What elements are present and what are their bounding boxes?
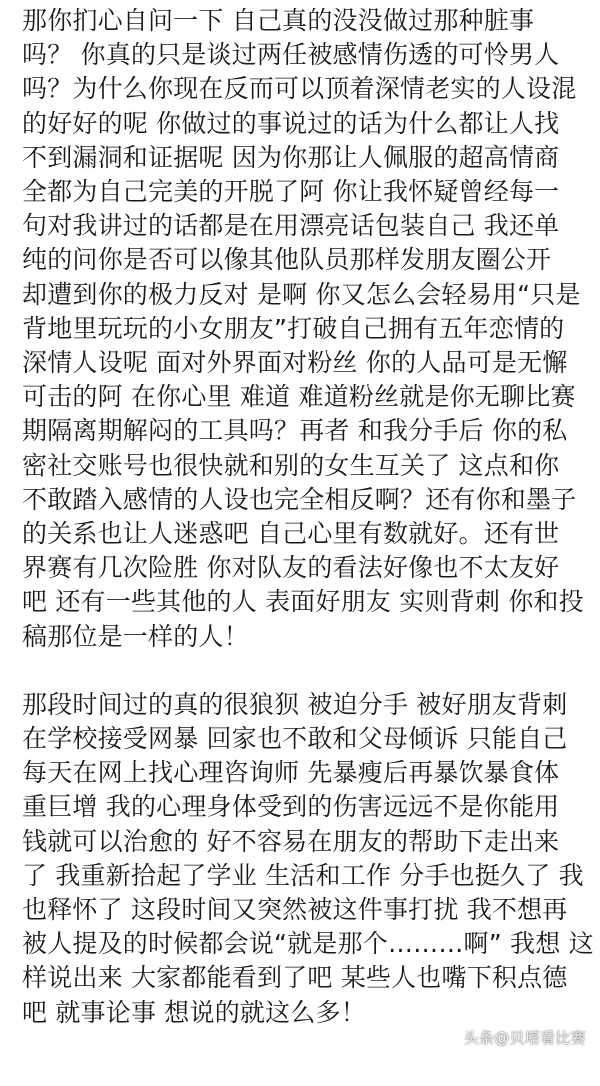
text-line: 稿那位是一样的人！ — [22, 621, 249, 651]
text-line: 吧 就事论事 想说的就这么多！ — [22, 997, 366, 1027]
text-line: 纯的问你是否可以像其他队员那样发朋友圈公开 — [22, 245, 552, 275]
text-line: 密社交账号也很快就和别的女生互关了 这点和你 — [22, 450, 560, 480]
paragraph-gap — [22, 654, 594, 688]
text-line: 的好好的呢 你做过的事说过的话为什么都让人找 — [22, 108, 560, 138]
source-watermark: 头条@贝塔看比赛 — [463, 1029, 586, 1047]
text-line: 被人提及的时候都会说“就是那个………啊” 我想 这 — [22, 929, 594, 959]
text-line: 深情人设呢 面对外界面对粉丝 你的人品可是无懈 — [22, 348, 568, 378]
text-line: 吗？为什么你现在反而可以顶着深情老实的人设混 — [22, 74, 577, 104]
paragraph-2 — [22, 688, 594, 1030]
text-line: 界赛有几次险胜 你对队友的看法好像也不太友好 — [22, 553, 560, 583]
text-line: 背地里玩玩的小女朋友”打破自己拥有五年恋情的 — [22, 313, 565, 343]
text-line: 全都为自己完美的开脱了阿 你让我怀疑曾经每一 — [22, 177, 560, 207]
text-line: 重巨增 我的心理身体受到的伤害远远不是你能用 — [22, 792, 560, 822]
text-line: 样说出来 大家都能看到了吧 某些人也嘴下积点德 — [22, 963, 568, 993]
text-line: 句对我讲过的话都是在用漂亮话包装自己 我还单 — [22, 211, 560, 241]
text-line: 那段时间过的真的很狼狈 被迫分手 被好朋友背刺 — [22, 689, 568, 719]
text-line: 不敢踏入感情的人设也完全相反啊？还有你和墨子 — [22, 484, 577, 514]
text-line: 也释怀了 这段时间又突然被这件事打扰 我不想再 — [22, 895, 568, 925]
text-line: 在学校接受网暴 回家也不敢和父母倾诉 只能自己 — [22, 724, 568, 754]
text-line: 吗？ 你真的只是谈过两任被感情伤透的可怜男人 — [22, 40, 560, 70]
text-line: 的关系也让人迷惑吧 自己心里有数就好。还有世 — [22, 519, 560, 549]
post-text-body — [22, 4, 594, 1030]
text-line: 期隔离期解闷的工具吗？再者 和我分手后 你的私 — [22, 416, 568, 446]
text-line: 钱就可以治愈的 好不容易在朋友的帮助下走出来 — [22, 826, 560, 856]
text-line: 每天在网上找心理咨询师 先暴瘦后再暴饮暴食体 — [22, 758, 560, 788]
paragraph-1 — [22, 4, 594, 654]
text-line: 可击的阿 在你心里 难道 难道粉丝就是你无聊比赛 — [22, 382, 576, 412]
text-line: 却遭到你的极力反对 是啊 你又怎么会轻易用“只是 — [22, 279, 581, 309]
text-line: 那你扪心自问一下 自己真的没没做过那种脏事 — [22, 6, 535, 35]
text-line: 不到漏洞和证据呢 因为你那让人佩服的超高情商 — [22, 142, 560, 172]
text-line: 了 我重新拾起了学业 生活和工作 分手也挺久了 我 — [22, 860, 584, 890]
text-line: 吧 还有一些其他的人 表面好朋友 实则背刺 你和投 — [22, 587, 584, 617]
